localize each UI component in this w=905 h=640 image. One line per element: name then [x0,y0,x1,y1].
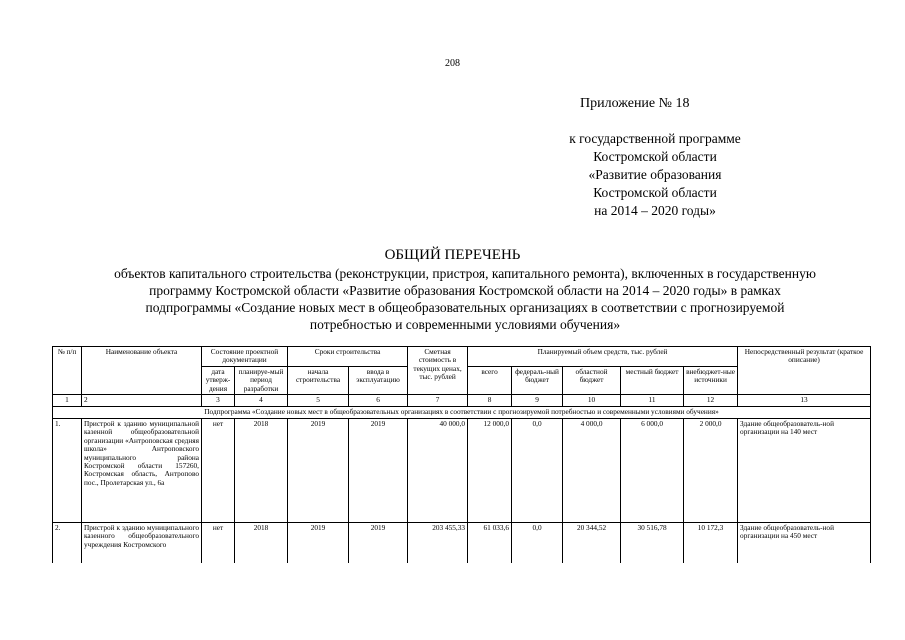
appendix-line: Костромской области [593,185,717,200]
row-num: 2. [53,523,82,563]
table-row [53,419,871,523]
row-result: Здание общеобразователь-ной организации на 450 мест [738,523,871,563]
row-regional: 4 000,0 [563,419,621,523]
column-number: 7 [408,395,468,407]
row-federal: 0,0 [512,523,563,563]
column-number: 8 [468,395,512,407]
row-result: Здание общеобразователь-ной организации на 140 мест [738,419,871,523]
row-extra: 2 000,0 [684,419,738,523]
table-row [53,523,871,563]
page-number: 208 [445,58,460,69]
row-num: 1. [53,419,82,523]
row-total: 61 033,6 [468,523,512,563]
document-subheading [60,265,870,333]
row-start: 2019 [288,523,349,563]
header-funds-regional: областной бюджет [563,366,621,394]
column-number: 5 [288,395,349,407]
row-docs-approval: нет [202,523,235,563]
row-object-name: Пристрой к зданию муниципальной казенной общеобразовательной организации «Антроповская средняя школа» Антроповского муниципального района Костромской области 157260, Костромская область, Антропово пос., Пролетарская ул., 6а [82,419,202,523]
header-terms-start: начала строительства [288,366,349,394]
row-cost: 203 455,33 [408,523,468,563]
row-total: 12 000,0 [468,419,512,523]
subprogram-title: Подпрограмма «Создание новых мест в общеобразовательных организациях в соответствии с прогнозируемой потребностью и современными условиями обучения» [53,407,871,419]
appendix-title: Приложение № 18 [580,96,690,111]
header-cost: Сметная стоимость в текущих ценах, тыс. рублей [408,347,468,395]
column-number: 2 [82,395,202,407]
subheading-line: объектов капитального строительства (реконструкции, пристроя, капитального ремонта), включенных в государственную [114,266,816,281]
header-docs-group: Состояние проектной документации [202,347,288,367]
header-funds-group: Планируемый объем средств, тыс. рублей [468,347,738,367]
header-funds-local: местный бюджет [621,366,684,394]
column-number-row [53,395,871,407]
header-terms-group: Сроки строительства [288,347,408,367]
header-row [53,347,871,367]
column-number: 6 [349,395,408,407]
subheading-line: потребностью и современными условиями обучения» [309,317,621,332]
column-number: 4 [235,395,288,407]
row-start: 2019 [288,419,349,523]
row-object-name: Пристрой к зданию муниципального казенного общеобразовательного учреждения Костромского [82,523,202,563]
row-regional: 20 344,52 [563,523,621,563]
subprogram-row [53,407,871,419]
appendix-line: к государственной программе [569,131,741,146]
row-extra: 10 172,3 [684,523,738,563]
header-docs-approval: дата утверж-дения [202,366,235,394]
column-number: 10 [563,395,621,407]
row-commission: 2019 [349,523,408,563]
appendix-line: на 2014 – 2020 годы» [594,203,716,218]
column-number: 11 [621,395,684,407]
objects-table [52,346,871,563]
subheading-line: программу Костромской области «Развитие образования Костромской области на 2014 – 2020 годы» в рамках [149,283,781,298]
header-funds-extra: внебюджет-ные источники [684,366,738,394]
row-local: 6 000,0 [621,419,684,523]
column-number: 9 [512,395,563,407]
row-docs-planned: 2018 [235,523,288,563]
document-heading: ОБЩИЙ ПЕРЕЧЕНЬ [384,247,521,263]
column-number: 13 [738,395,871,407]
column-number: 1 [53,395,82,407]
row-commission: 2019 [349,419,408,523]
header-docs-planned: планируе-мый период разработки [235,366,288,394]
header-terms-commission: ввода в эксплуатацию [349,366,408,394]
row-docs-approval: нет [202,419,235,523]
column-number: 12 [684,395,738,407]
header-funds-federal: федераль-ный бюджет [512,366,563,394]
row-local: 30 516,78 [621,523,684,563]
appendix-line: Костромской области [593,149,717,164]
row-docs-planned: 2018 [235,419,288,523]
column-number: 3 [202,395,235,407]
header-result: Непосредственный результат (краткое описание) [738,347,871,395]
header-name: Наименование объекта [82,347,202,395]
row-federal: 0,0 [512,419,563,523]
row-cost: 40 000,0 [408,419,468,523]
appendix-reference [520,130,790,220]
header-funds-total: всего [468,366,512,394]
subheading-line: подпрограммы «Создание новых мест в общеобразовательных организациях в соответствии с прогнозируемой [145,300,785,315]
header-num: № п/п [53,347,82,395]
appendix-line: «Развитие образования [588,167,722,182]
